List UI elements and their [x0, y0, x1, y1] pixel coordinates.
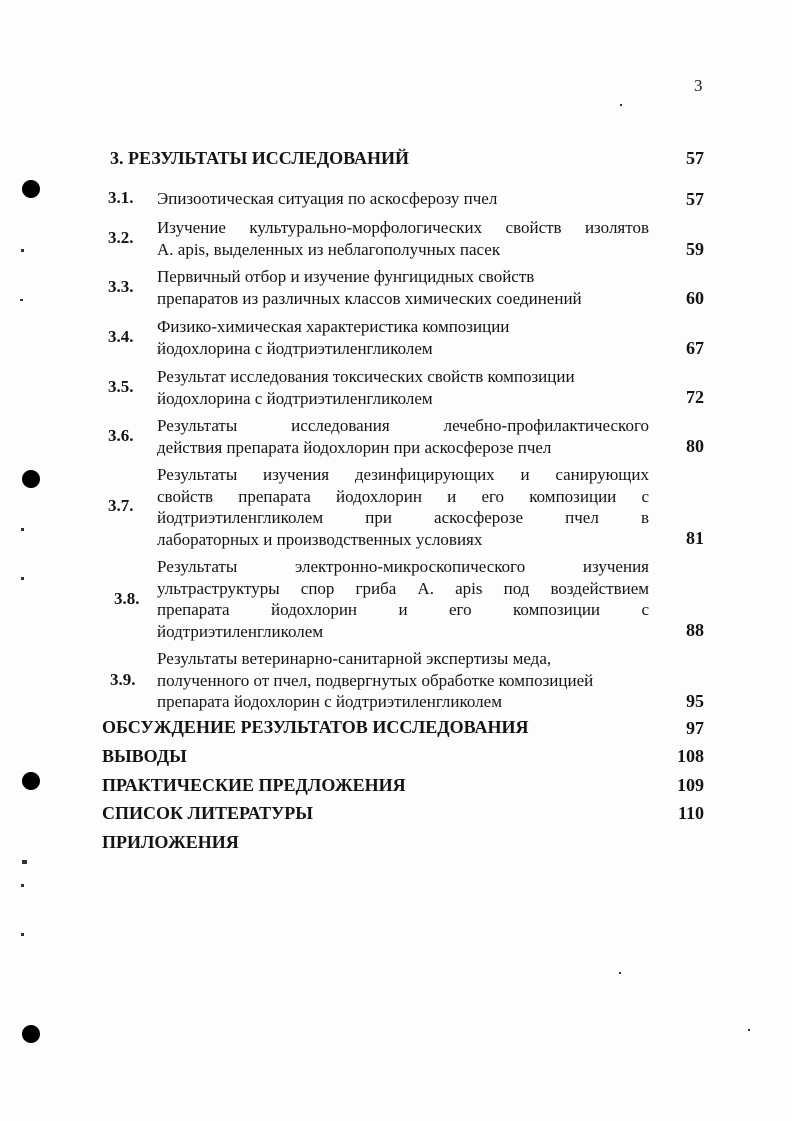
toc-entry-3-6	[104, 415, 704, 459]
section-page: 59	[686, 239, 704, 259]
section-title: Физико-химическая характеристика композиции йодохлорина с йодтриэтиленгликолем	[157, 317, 510, 358]
toc-entry-discussion: ОБСУЖДЕНИЕ РЕЗУЛЬТАТОВ ИССЛЕДОВАНИЯ	[102, 717, 529, 737]
scan-speck	[21, 249, 24, 252]
scan-speck	[619, 972, 621, 974]
section-page: 80	[686, 436, 704, 456]
scan-speck	[620, 104, 622, 106]
section-page: 60	[686, 288, 704, 308]
punch-hole	[22, 180, 40, 198]
section-title: Результат исследования токсических свойств композиции йодохлорина с йодтриэтиленгликолем	[157, 367, 575, 408]
section-page: 81	[686, 528, 704, 548]
section-number: 3.8.	[114, 589, 140, 608]
section-title: Результаты изучения дезинфицирующих и санирующих свойств препарата йодохлорин и его композиции с йодтриэтиленгликолем при аскосферозе пчел в лабораторных и производственных условиях	[157, 465, 649, 549]
scan-speck	[22, 860, 27, 864]
section-page: 108	[677, 746, 704, 766]
section-title: Результаты ветеринарно-санитарной экспертизы меда, полученного от пчел, подвергнутых обработке композицией препарата йодохлорин с йодтриэтиленгликолем	[157, 649, 594, 711]
section-number: 3.4.	[108, 327, 134, 346]
toc-entry-conclusions: ВЫВОДЫ	[102, 746, 187, 766]
punch-hole	[22, 1025, 40, 1043]
section-page: 88	[686, 620, 704, 640]
section-number: 3.1.	[108, 188, 134, 207]
chapter-page: 57	[686, 148, 704, 168]
scan-speck	[20, 299, 23, 301]
section-page: 110	[677, 803, 704, 823]
punch-hole	[22, 470, 40, 488]
section-number: 3.3.	[108, 277, 134, 296]
toc-entry-3-4	[104, 316, 704, 360]
section-number: 3.6.	[108, 426, 134, 445]
toc-entry-3-3	[104, 266, 704, 310]
toc-entry-3-2	[104, 217, 704, 261]
section-title: Эпизоотическая ситуация по аскосферозу пчел	[157, 189, 498, 208]
section-title: Результаты электронно-микроскопического изучения ультраструктуры спор гриба A. apis под воздействием препарата йодохлорин и его композиции с йодтриэтиленгликолем	[157, 557, 649, 641]
scan-speck	[21, 528, 24, 531]
toc-entry-appendices: ПРИЛОЖЕНИЯ	[102, 832, 239, 852]
section-page: 67	[686, 338, 704, 358]
section-title: Результаты исследования лечебно-профилактического действия препарата йодохлорин при аскосферозе пчел	[157, 416, 649, 457]
scan-speck	[21, 933, 24, 936]
section-number: 3.9.	[110, 670, 136, 689]
toc-entry-3-7	[104, 464, 704, 552]
scan-speck	[748, 1029, 750, 1031]
toc-entry-3-1	[104, 188, 704, 212]
toc-entry-3-9	[104, 648, 704, 714]
section-page: 72	[686, 387, 704, 407]
scan-speck	[21, 577, 24, 580]
section-page: 109	[677, 775, 704, 795]
section-page: 57	[686, 189, 704, 209]
chapter-title: 3. РЕЗУЛЬТАТЫ ИССЛЕДОВАНИЙ	[110, 148, 410, 168]
toc-entry-references: СПИСОК ЛИТЕРАТУРЫ	[102, 803, 313, 823]
section-number: 3.7.	[108, 496, 134, 515]
page-number: 3	[694, 76, 703, 95]
scan-speck	[21, 884, 24, 887]
section-page: 97	[686, 718, 704, 738]
toc-entry-practical-proposals: ПРАКТИЧЕСКИЕ ПРЕДЛОЖЕНИЯ	[102, 775, 406, 795]
section-page: 95	[686, 691, 704, 711]
section-number: 3.5.	[108, 377, 134, 396]
section-title: Первичный отбор и изучение фунгицидных свойств препаратов из различных классов химических соединений	[157, 267, 582, 308]
section-number: 3.2.	[108, 228, 134, 247]
toc-entry-3-5	[104, 366, 704, 410]
punch-hole	[22, 772, 40, 790]
section-title: Изучение культурально-морфологических свойств изолятов A. apis, выделенных из неблагополучных пасек	[157, 218, 649, 259]
toc-entry-3-8	[104, 556, 704, 644]
